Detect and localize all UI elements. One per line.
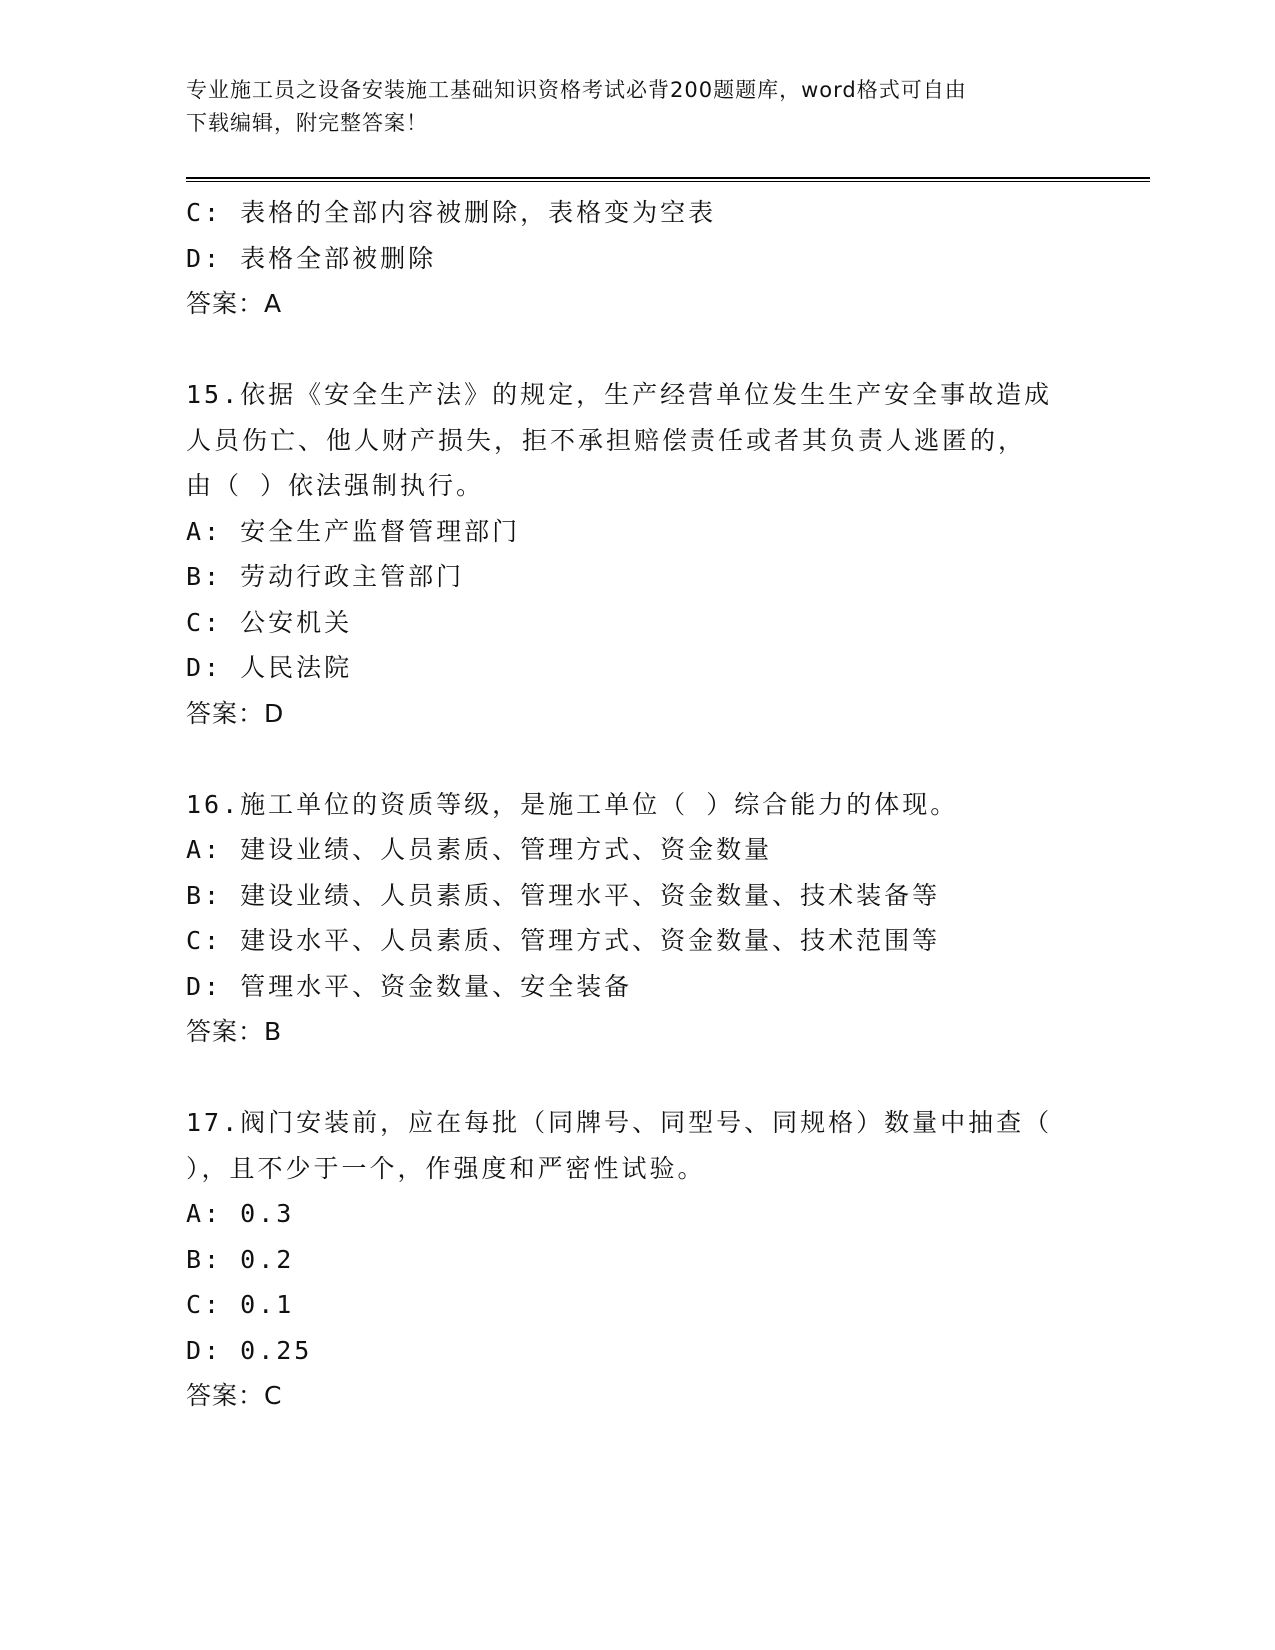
question-list — [186, 190, 1086, 1419]
option-b: B: 建设业绩、人员素质、管理水平、资金数量、技术装备等 — [186, 880, 941, 910]
header-divider-thin — [186, 181, 1150, 182]
document-header — [186, 74, 1066, 140]
header-title-line-2: 下载编辑，附完整答案！ — [186, 111, 428, 135]
spacer — [186, 327, 1086, 373]
option-d: D: 人民法院 — [186, 653, 353, 682]
answer-line: 答案：B — [186, 1017, 283, 1046]
question-stem-line-3: 由（ ）依法强制执行。 — [186, 471, 485, 500]
question-stem-line-2: 人员伤亡、他人财产损失，拒不承担赔偿责任或者其负责人逃匿的， — [186, 425, 1027, 455]
option-c: C: 公安机关 — [186, 607, 353, 637]
option-a: A: 安全生产监督管理部门 — [186, 516, 521, 546]
option-c: C: 0.1 — [186, 1290, 295, 1319]
question-stem-line-1: 15.依据《安全生产法》的规定，生产经营单位发生生产安全事故造成 — [186, 380, 1053, 409]
question-stem-line-2: ），且不少于一个，作强度和严密性试验。 — [186, 1153, 706, 1183]
option-d: D: 表格全部被删除 — [186, 243, 437, 273]
question-block-16 — [186, 782, 1086, 1055]
answer-line: 答案：D — [186, 698, 285, 728]
option-c: C: 建设水平、人员素质、管理方式、资金数量、技术范围等 — [186, 926, 941, 955]
option-b: B: 0.2 — [186, 1244, 295, 1274]
answer-line: 答案：A — [186, 289, 283, 318]
option-b: B: 劳动行政主管部门 — [186, 562, 465, 591]
spacer — [186, 1055, 1086, 1101]
option-d: D: 管理水平、资金数量、安全装备 — [186, 971, 633, 1001]
option-c: C: 表格的全部内容被删除，表格变为空表 — [186, 198, 717, 227]
option-a: A: 0.3 — [186, 1199, 295, 1228]
question-block-17 — [186, 1100, 1086, 1419]
question-block-15 — [186, 372, 1086, 736]
question-block-14 — [186, 190, 1086, 327]
option-d: D: 0.25 — [186, 1335, 313, 1365]
option-a: A: 建设业绩、人员素质、管理方式、资金数量 — [186, 835, 773, 864]
header-title-line-1: 专业施工员之设备安装施工基础知识资格考试必背200题题库，word格式可自由 — [186, 78, 967, 102]
answer-line: 答案：C — [186, 1381, 283, 1410]
question-stem-line-1: 16.施工单位的资质等级，是施工单位（ ）综合能力的体现。 — [186, 789, 959, 819]
spacer — [186, 736, 1086, 782]
question-stem-line-1: 17.阀门安装前，应在每批（同牌号、同型号、同规格）数量中抽查（ — [186, 1108, 1053, 1137]
header-divider-thick — [186, 177, 1150, 179]
